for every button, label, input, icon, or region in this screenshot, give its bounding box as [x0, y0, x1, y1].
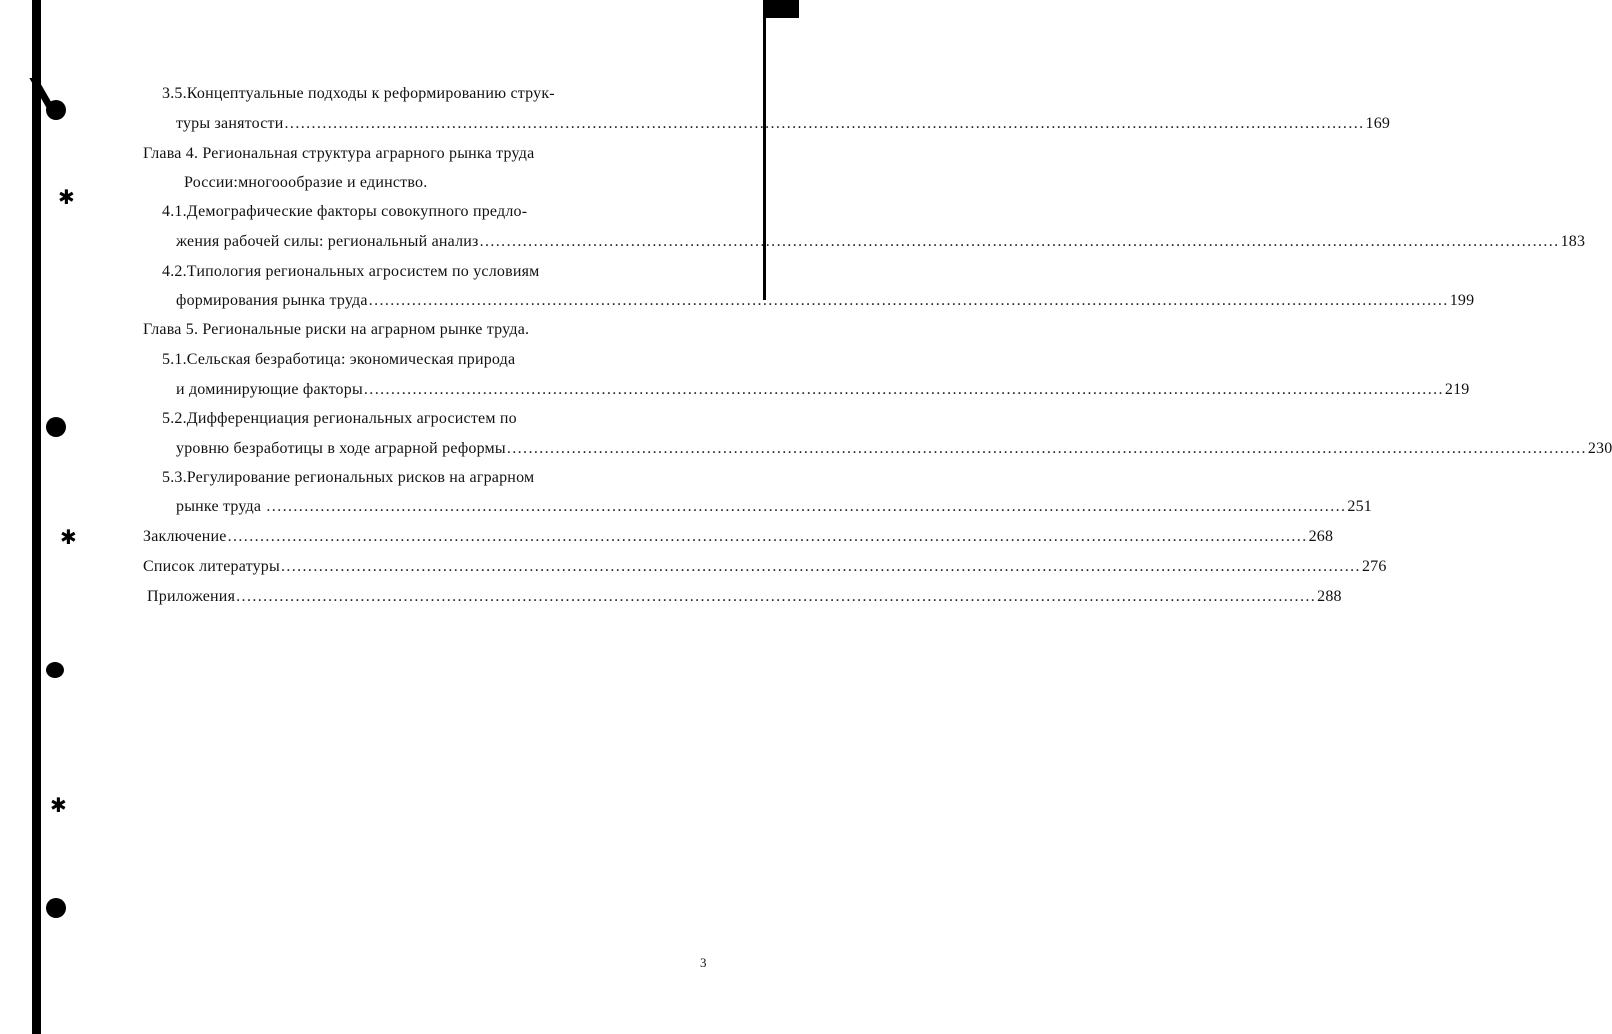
toc-leader: ........................................................................................................................................................................................................	[284, 115, 1365, 132]
toc-leader: ........................................................................................................................................................................................................	[479, 233, 1560, 250]
toc-entry	[143, 527, 1334, 547]
toc-chapter	[143, 144, 534, 164]
toc-entry-text: и доминирующие факторы	[176, 381, 363, 398]
toc-leader: ........................................................................................................................................................................................................	[506, 440, 1587, 457]
toc-chapter	[184, 173, 427, 193]
toc-entry	[162, 350, 515, 370]
toc-page-number: 183	[1560, 233, 1586, 250]
toc-entry	[176, 291, 1475, 311]
toc-entry	[176, 497, 1373, 517]
toc-entry-text: туры занятости	[176, 115, 284, 132]
toc-leader: ........................................................................................................................................................................................................	[363, 381, 1444, 398]
punch-hole-1	[46, 100, 66, 120]
toc-entry-text: Глава 5. Региональные риски на аграрном рынке труда.	[143, 321, 530, 338]
toc-leader: ........................................................................................................................................................................................................	[368, 292, 1449, 309]
toc-entry-text: 5.1.Сельская безработица: экономическая природа	[162, 351, 516, 368]
ink-mark-3: ✱	[50, 795, 67, 817]
toc-page-number: 230	[1587, 440, 1612, 457]
toc-page-number: 169	[1365, 115, 1391, 132]
toc-page-number: 219	[1444, 381, 1470, 398]
toc-entry	[176, 232, 1586, 252]
punch-hole-3	[46, 662, 64, 678]
toc-entry	[176, 380, 1470, 400]
toc-entry-text: Глава 4. Региональная структура аграрного рынка труда	[143, 145, 535, 162]
toc-entry	[143, 557, 1387, 577]
toc-entry-text: уровню безработицы в ходе аграрной реформы	[176, 440, 506, 457]
toc-chapter	[143, 320, 529, 340]
toc-leader: ........................................................................................................................................................................................................	[266, 498, 1347, 515]
toc-entry	[162, 202, 527, 222]
scan-right-edge	[763, 0, 766, 300]
toc-entry	[176, 114, 1391, 134]
page-number: 3	[700, 955, 707, 970]
toc-page-number: 199	[1449, 292, 1475, 309]
toc-entry-text: Приложения	[147, 588, 236, 605]
toc-entry-text: 5.2.Дифференциация региональных агросистем по	[162, 410, 517, 427]
ink-mark-1: ✱	[58, 187, 75, 209]
toc-entry-text: Заключение	[143, 528, 227, 545]
toc-entry	[162, 262, 539, 282]
toc-entry-text: Список литературы	[143, 558, 280, 575]
toc-page-number: 251	[1347, 498, 1373, 515]
toc-entry-text: 5.3.Регулирование региональных рисков на аграрном	[162, 469, 535, 486]
toc-entry	[147, 587, 1342, 607]
toc-entry-text: жения рабочей силы: региональный анализ	[176, 233, 479, 250]
toc-entry-text: рынке труда	[176, 498, 266, 515]
toc-entry-text: 4.2.Типология региональных агросистем по условиям	[162, 263, 540, 280]
punch-hole-2	[46, 417, 66, 437]
toc-entry-text: России:многоообразие и единство.	[184, 174, 428, 191]
toc-leader: ........................................................................................................................................................................................................	[236, 588, 1317, 605]
toc-entry	[162, 468, 534, 488]
toc-page-number: 268	[1308, 528, 1334, 545]
ink-mark-2: ✱	[60, 527, 77, 549]
scan-left-edge	[32, 0, 41, 1034]
punch-hole-4	[46, 898, 66, 918]
toc-entry	[162, 409, 517, 429]
scan-top-edge	[766, 0, 799, 18]
toc-entry	[176, 439, 1612, 459]
toc-entry-text: формирования рынка труда	[176, 292, 368, 309]
toc-entry	[162, 84, 555, 104]
toc-entry-text: 3.5.Концептуальные подходы к реформированию струк-	[162, 85, 555, 102]
toc-leader: ........................................................................................................................................................................................................	[280, 558, 1361, 575]
toc-leader: ........................................................................................................................................................................................................	[227, 528, 1308, 545]
toc-page-number: 276	[1361, 558, 1387, 575]
toc-page-number: 288	[1317, 588, 1342, 605]
toc-entry-text: 4.1.Демографические факторы совокупного предло-	[162, 203, 528, 220]
